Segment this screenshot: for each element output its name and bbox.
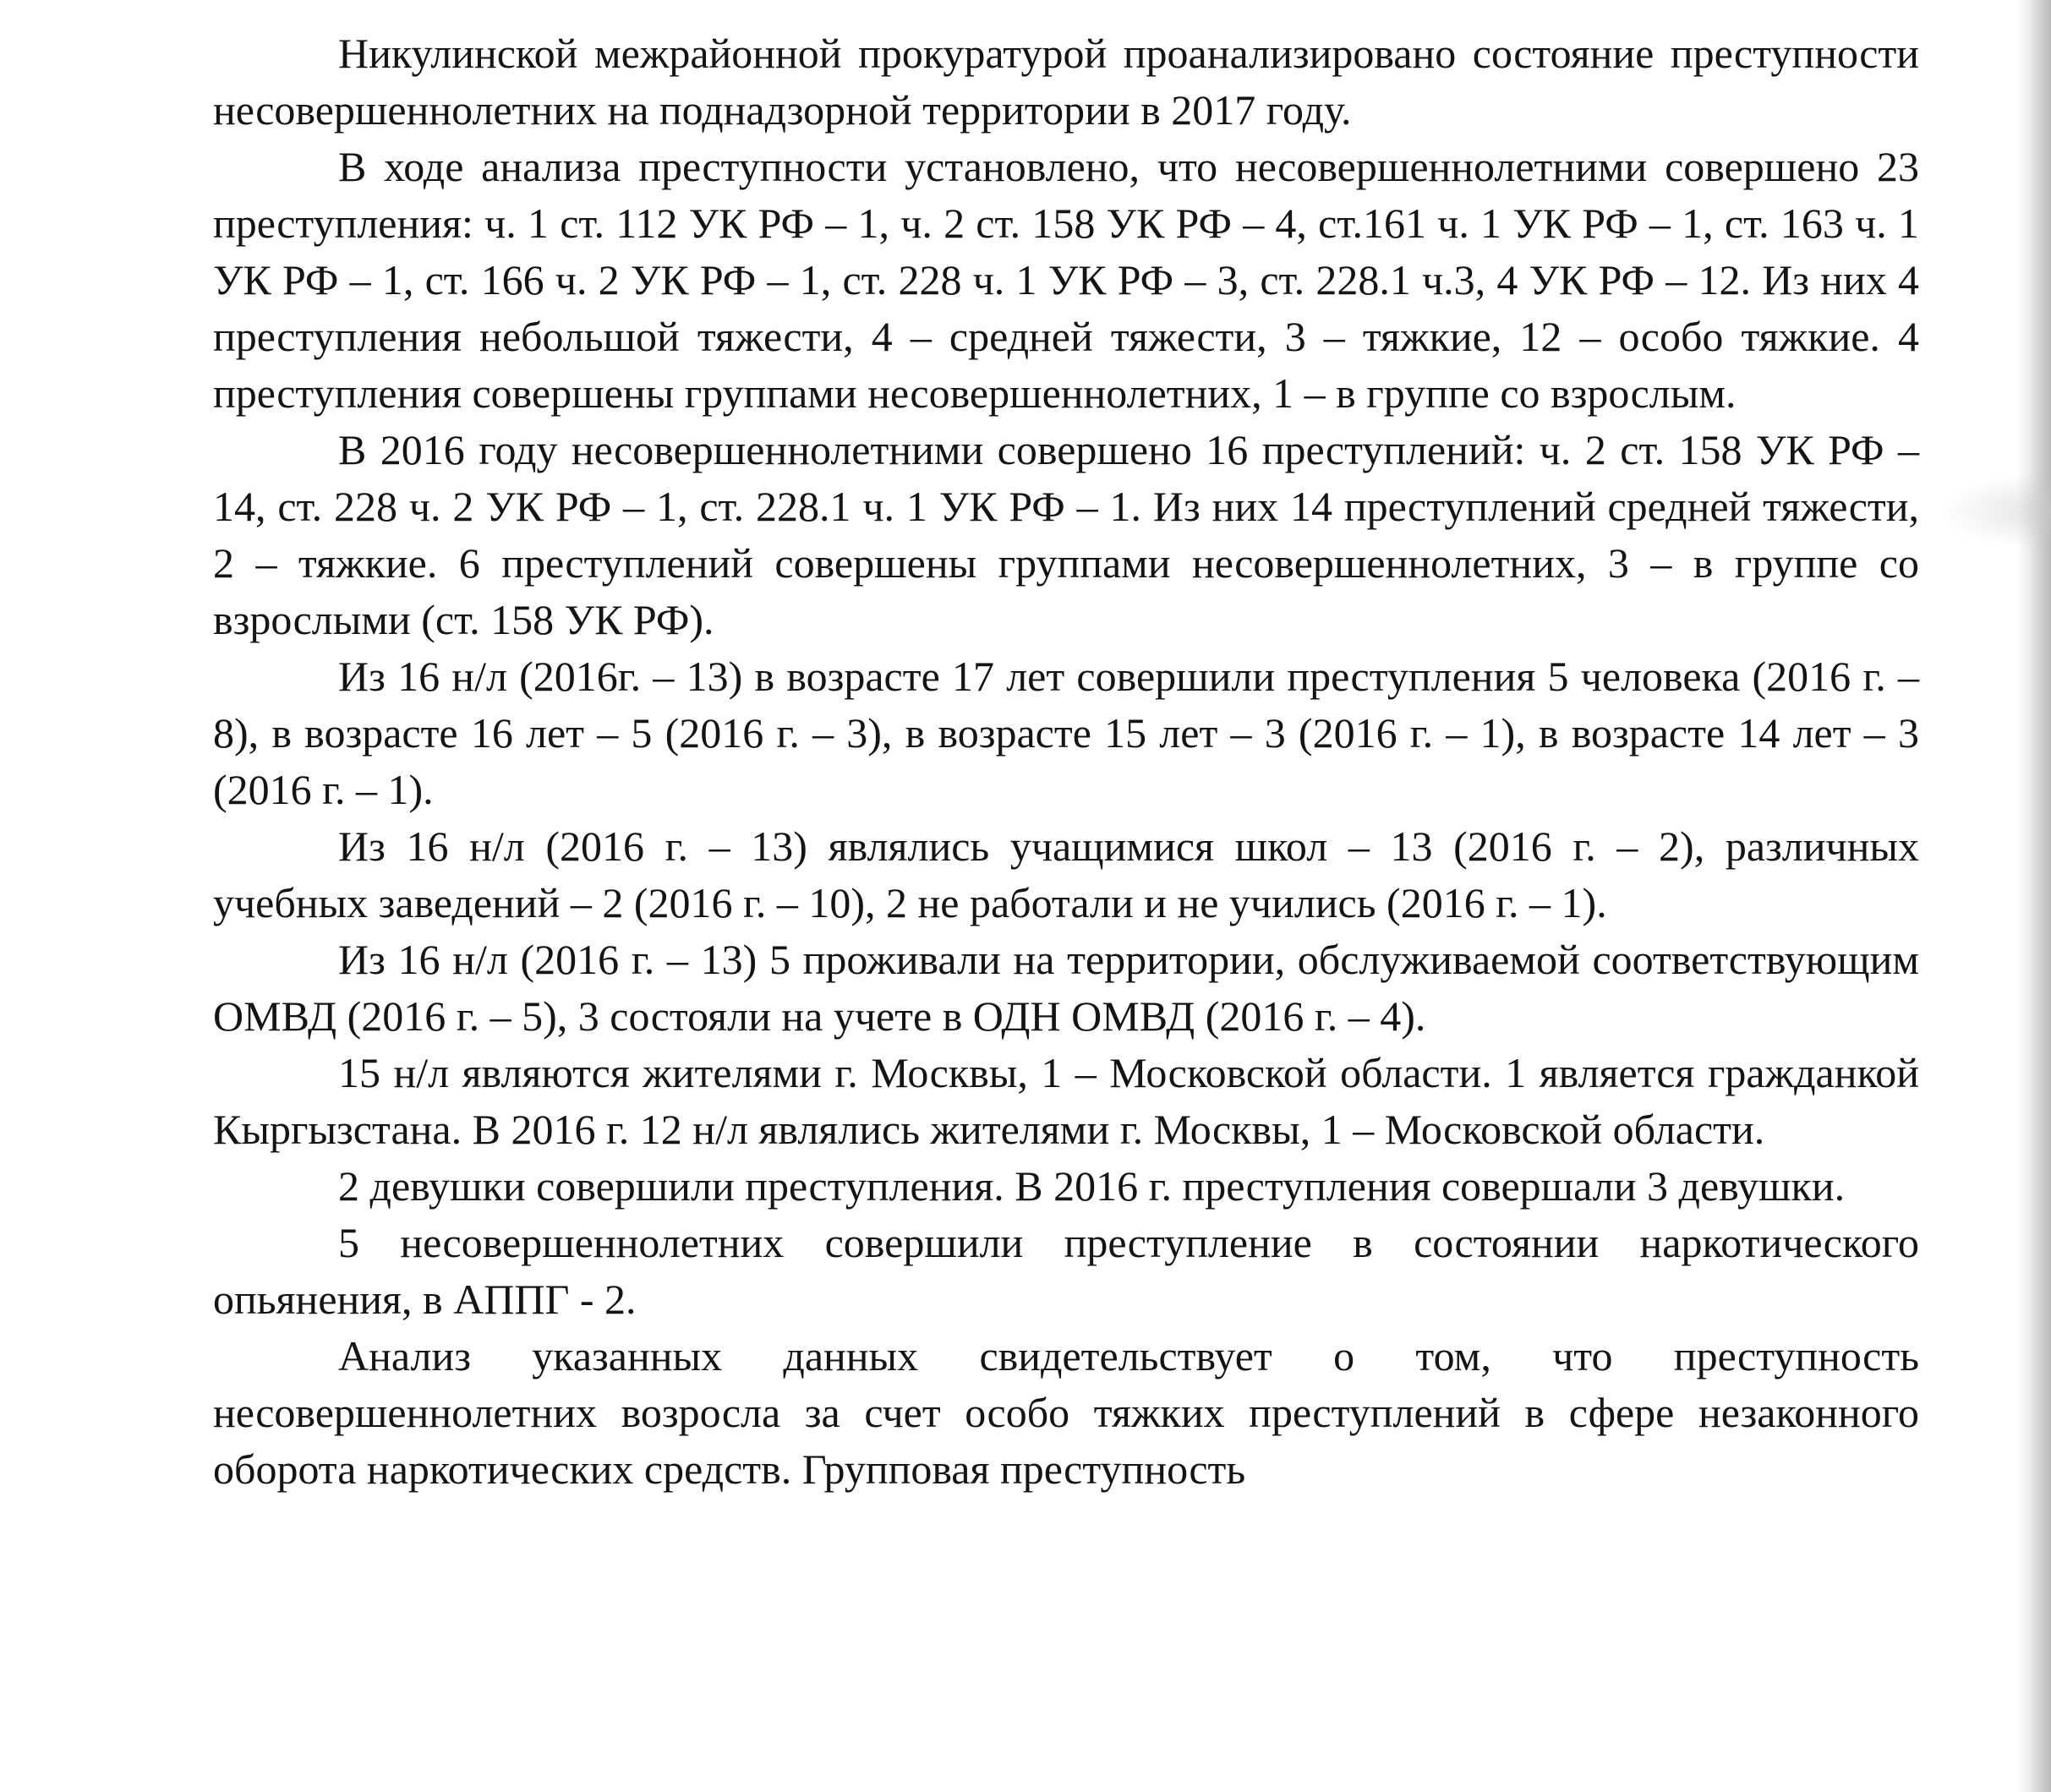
paragraph-2: В ходе анализа преступности установлено, что несовершеннолетними совершено 23 преступления: ч. 1 ст. 112 УК РФ – 1, ч. 2 ст. 158 УК РФ – 4, ст.161 ч. 1 УК РФ – 1, ст. 163 ч. 1 УК РФ – 1, ст. 166 ч. 2 УК РФ – 1, ст. 228 ч. 1 УК РФ – 3, ст. 228.1 ч.3, 4 УК РФ – 12. Из них 4 преступления небольшой тяжести, 4 – средней тяжести, 3 – тяжкие, 12 – особо тяжкие. 4 преступления совершены группами несовершеннолетних, 1 – в группе со взрослым.	[213, 143, 1919, 417]
paragraph-9: 5 несовершеннолетних совершили преступление в состоянии наркотического опьянения, в АППГ - 2.	[213, 1219, 1919, 1323]
document-body	[213, 25, 1919, 1498]
paragraph-1: Никулинской межрайонной прокуратурой проанализировано состояние преступности несовершеннолетних на поднадзорной территории в 2017 году.	[213, 30, 1919, 134]
paragraph-6: Из 16 н/л (2016 г. – 13) 5 проживали на территории, обслуживаемой соответствующим ОМВД (2016 г. – 5), 3 состояли на учете в ОДН ОМВД (2016 г. – 4).	[213, 936, 1919, 1040]
paragraph-7: 15 н/л являются жителями г. Москвы, 1 – Московской области. 1 является гражданкой Кыргызстана. В 2016 г. 12 н/л являлись жителями г. Москвы, 1 – Московской области.	[213, 1049, 1919, 1153]
paragraph-3: В 2016 году несовершеннолетними совершено 16 преступлений: ч. 2 ст. 158 УК РФ – 14, ст. 228 ч. 2 УК РФ – 1, ст. 228.1 ч. 1 УК РФ – 1. Из них 14 преступлений средней тяжести, 2 – тяжкие. 6 преступлений совершены группами несовершеннолетних, 3 – в группе со взрослыми (ст. 158 УК РФ).	[213, 426, 1919, 643]
paragraph-8: 2 девушки совершили преступления. В 2016 г. преступления совершали 3 девушки.	[338, 1162, 1846, 1210]
paragraph-4: Из 16 н/л (2016г. – 13) в возрасте 17 лет совершили преступления 5 человека (2016 г. – 8), в возрасте 16 лет – 5 (2016 г. – 3), в возрасте 15 лет – 3 (2016 г. – 1), в возрасте 14 лет – 3 (2016 г. – 1).	[213, 653, 1919, 813]
scan-fold-mark	[1941, 473, 2051, 549]
paragraph-5: Из 16 н/л (2016 г. – 13) являлись учащимися школ – 13 (2016 г. – 2), различных учебных заведений – 2 (2016 г. – 10), 2 не работали и не учились (2016 г. – 1).	[213, 822, 1919, 926]
paragraph-10: Анализ указанных данных свидетельствует о том, что преступность несовершеннолетних возросла за счет особо тяжких преступлений в сфере незаконного оборота наркотических средств. Групповая преступность	[213, 1332, 1919, 1493]
scan-shadow-edge	[2017, 0, 2051, 1792]
